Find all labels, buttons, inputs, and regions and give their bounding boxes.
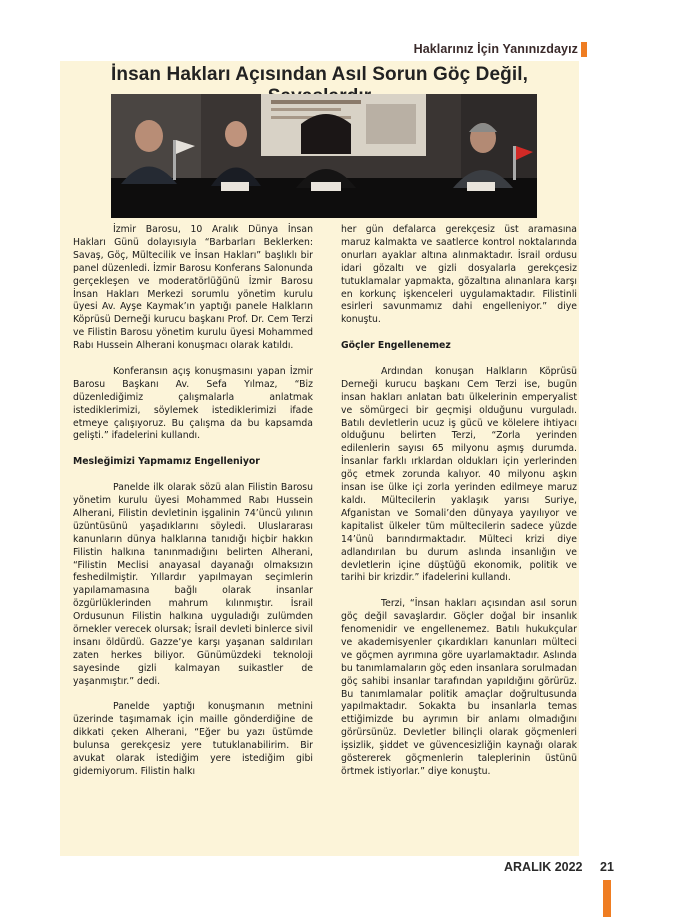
page-number: 21 [600, 860, 614, 874]
paragraph-terzi: Ardından konuşan Halkların Köprüsü Derneği kurucu başkanı Cem Terzi ise, bugün insan hakları anlatan batı ülkelerinin emperyalist ve sömürgeci bir geçmişi olduğunu vurguladı. Batılı devletlerin ucuz iş gücü ve kölelere ihtiyacı olduğunu belirten Terzi, “Zorla yerinden edilenlerin sayısı 65 milyonu aşmış durumda. İnsanlar farklı ırklardan oldukları için yerlerinden göç etmek zorunda kalıyor. 40 milyonu aşkın insan ise ülke içi zorla yerinden edilmeye maruz kaldı. Mültecilerin yaklaşık yarısı Suriye, Afganistan ve Somali’den dünyaya yayılıyor ve kapitalist ülkeler tüm mültecilerin sadece yüzde 14’ünü barındırmaktadır. Mülteci krizi diye adlandırılan bu durum aslında insanlığın ve devletlerin içine düştüğü ekonomik, politik ve tarihi bir krizdir.” ifadelerini kullandı. [341, 365, 577, 584]
subheading-profession: Mesleğimizi Yapmamız Engelleniyor [73, 456, 260, 468]
issue-month: ARALIK 2022 [504, 860, 583, 874]
article-title: İnsan Hakları Açısından Asıl Sorun Göç Değil, [111, 64, 528, 85]
paragraph-alherani: Panelde ilk olarak sözü alan Filistin Barosu yönetim kurulu üyesi Mohammed Rabı Hussein Alherani, Filistin devletinin işgalinin 74’üncü yılının üzüntüsünü yaşadıklarını söyledi. Uluslararası kanunların dünya halklarına tanıdığı hiçbir hakkın Filistin halkına tanınmadığını belirten Alherani, “Filistin Meclisi anayasal dayanağı olmaksızın feshedilmiştir. Yıllardır yapılmayan seçimlerin yapılamamasına bağlı olarak insanlar özgürlüklerinden mahrum kılınmıştır. İsrail Ordusunun Filistin halkına uyguladığı zulümden örnekler verecek olursak; İsrail devleti binlerce sivil insanı öldürdü. Gazze’ye karşı yaşanan saldırıları zaten herkes biliyor. Günümüzdeki teknoloji sayesinde gizli kalmayan suikastler de yaşanmıştır.” dedi. [73, 482, 313, 687]
paragraph-continuation: her gün defalarca gerekçesiz üst aramasına maruz kalmakta ve saatlerce kontrol noktalarında onurları ayaklar altına alınmaktadır. İsrail ordusu idari gözaltı ve gizli dosyalarla gerekçesiz tutuklamalar yapmakta, gözaltına alınanlara karşı en korkunç işkenceleri uygulamaktadır. Filistinli esirleri savunmamız dahi engelleniyor.” diye konuştu. [341, 224, 577, 326]
section-marker [581, 42, 587, 57]
section-label: Haklarınız İçin Yanınızdayız [413, 42, 578, 56]
article-photo [111, 94, 537, 218]
paragraph-terzi-2: Terzi, “İnsan hakları açısından asıl sorun göç değil savaşlardır. Göçler doğal bir insanlık fenomenidir ve engellenemez. Batılı hukukçular ve akademisyenler çıkardıkları kanunları mülteci ve göçmen ayrımına göre uyarlamaktadır. Aslında bu tanımlamaların göç eden insanlara sorulmadan göç sahibi insanlar tarafından yapıldığını görürüz. Bu tanımlamalar politik amaçlar doğrultusunda yapılmaktadır. Sokakta bu insanlarla temas ettiğimizde bu ayrımın bir anlamı olmadığını görürsünüz. Devletler bilinçli olarak göçmenleri işsizlik, şiddet ve güvencesizliğin kaynağı olarak göstererek göçmenlerin taleplerinin üstünü örtmek istiyorlar.” diye konuştu. [341, 598, 577, 778]
article-column-right [341, 224, 577, 792]
article-column-left [73, 224, 313, 792]
paragraph-alherani-2: Panelde yaptığı konuşmanın metnini üzerinde taşımamak için maille gönderdiğine de dikkati çeken Alherani, “Eğer bu yazı üstümde bulunsa gerekçesiz yere tutuklanabilirim. Bir avukat olarak istediğim yere istediğim gibi gidemiyorum. Filistin halkı [73, 701, 313, 777]
page-accent-bar [603, 880, 611, 917]
paragraph-opening-speech: Konferansın açış konuşmasını yapan İzmir Barosu Başkanı Av. Sefa Yılmaz, “Biz düzenlediğimiz çalışmalarla anlatmak istediklerimizi, söylemek istediklerimizi ifade etmeye çalışıyoruz. Bu çalışma da bu kapsamda gelişti.” ifadelerini kullandı. [73, 365, 313, 442]
subheading-migration: Göçler Engellenemez [341, 340, 451, 352]
paragraph-intro: İzmir Barosu, 10 Aralık Dünya İnsan Hakları Günü dolayısıyla “Barbarları Beklerken: Savaş, Göç, Mültecilik ve İnsan Hakları” başlıklı bir panel düzenledi. İzmir Barosu Konferans Salonunda gerçekleşen ve moderatörlüğünü İzmir Barosu İnsan Hakları Merkezi sorumlu yönetim kurulu üyesi Av. Ayşe Kaymak’ın yaptığı panele Halkların Köprüsü Derneği kurucu başkanı Prof. Dr. Cem Terzi ve Filistin Barosu yönetim kurulu üyesi Mohammed Rabı Hussein Alherani konuşmacı olarak katıldı. [73, 224, 313, 352]
